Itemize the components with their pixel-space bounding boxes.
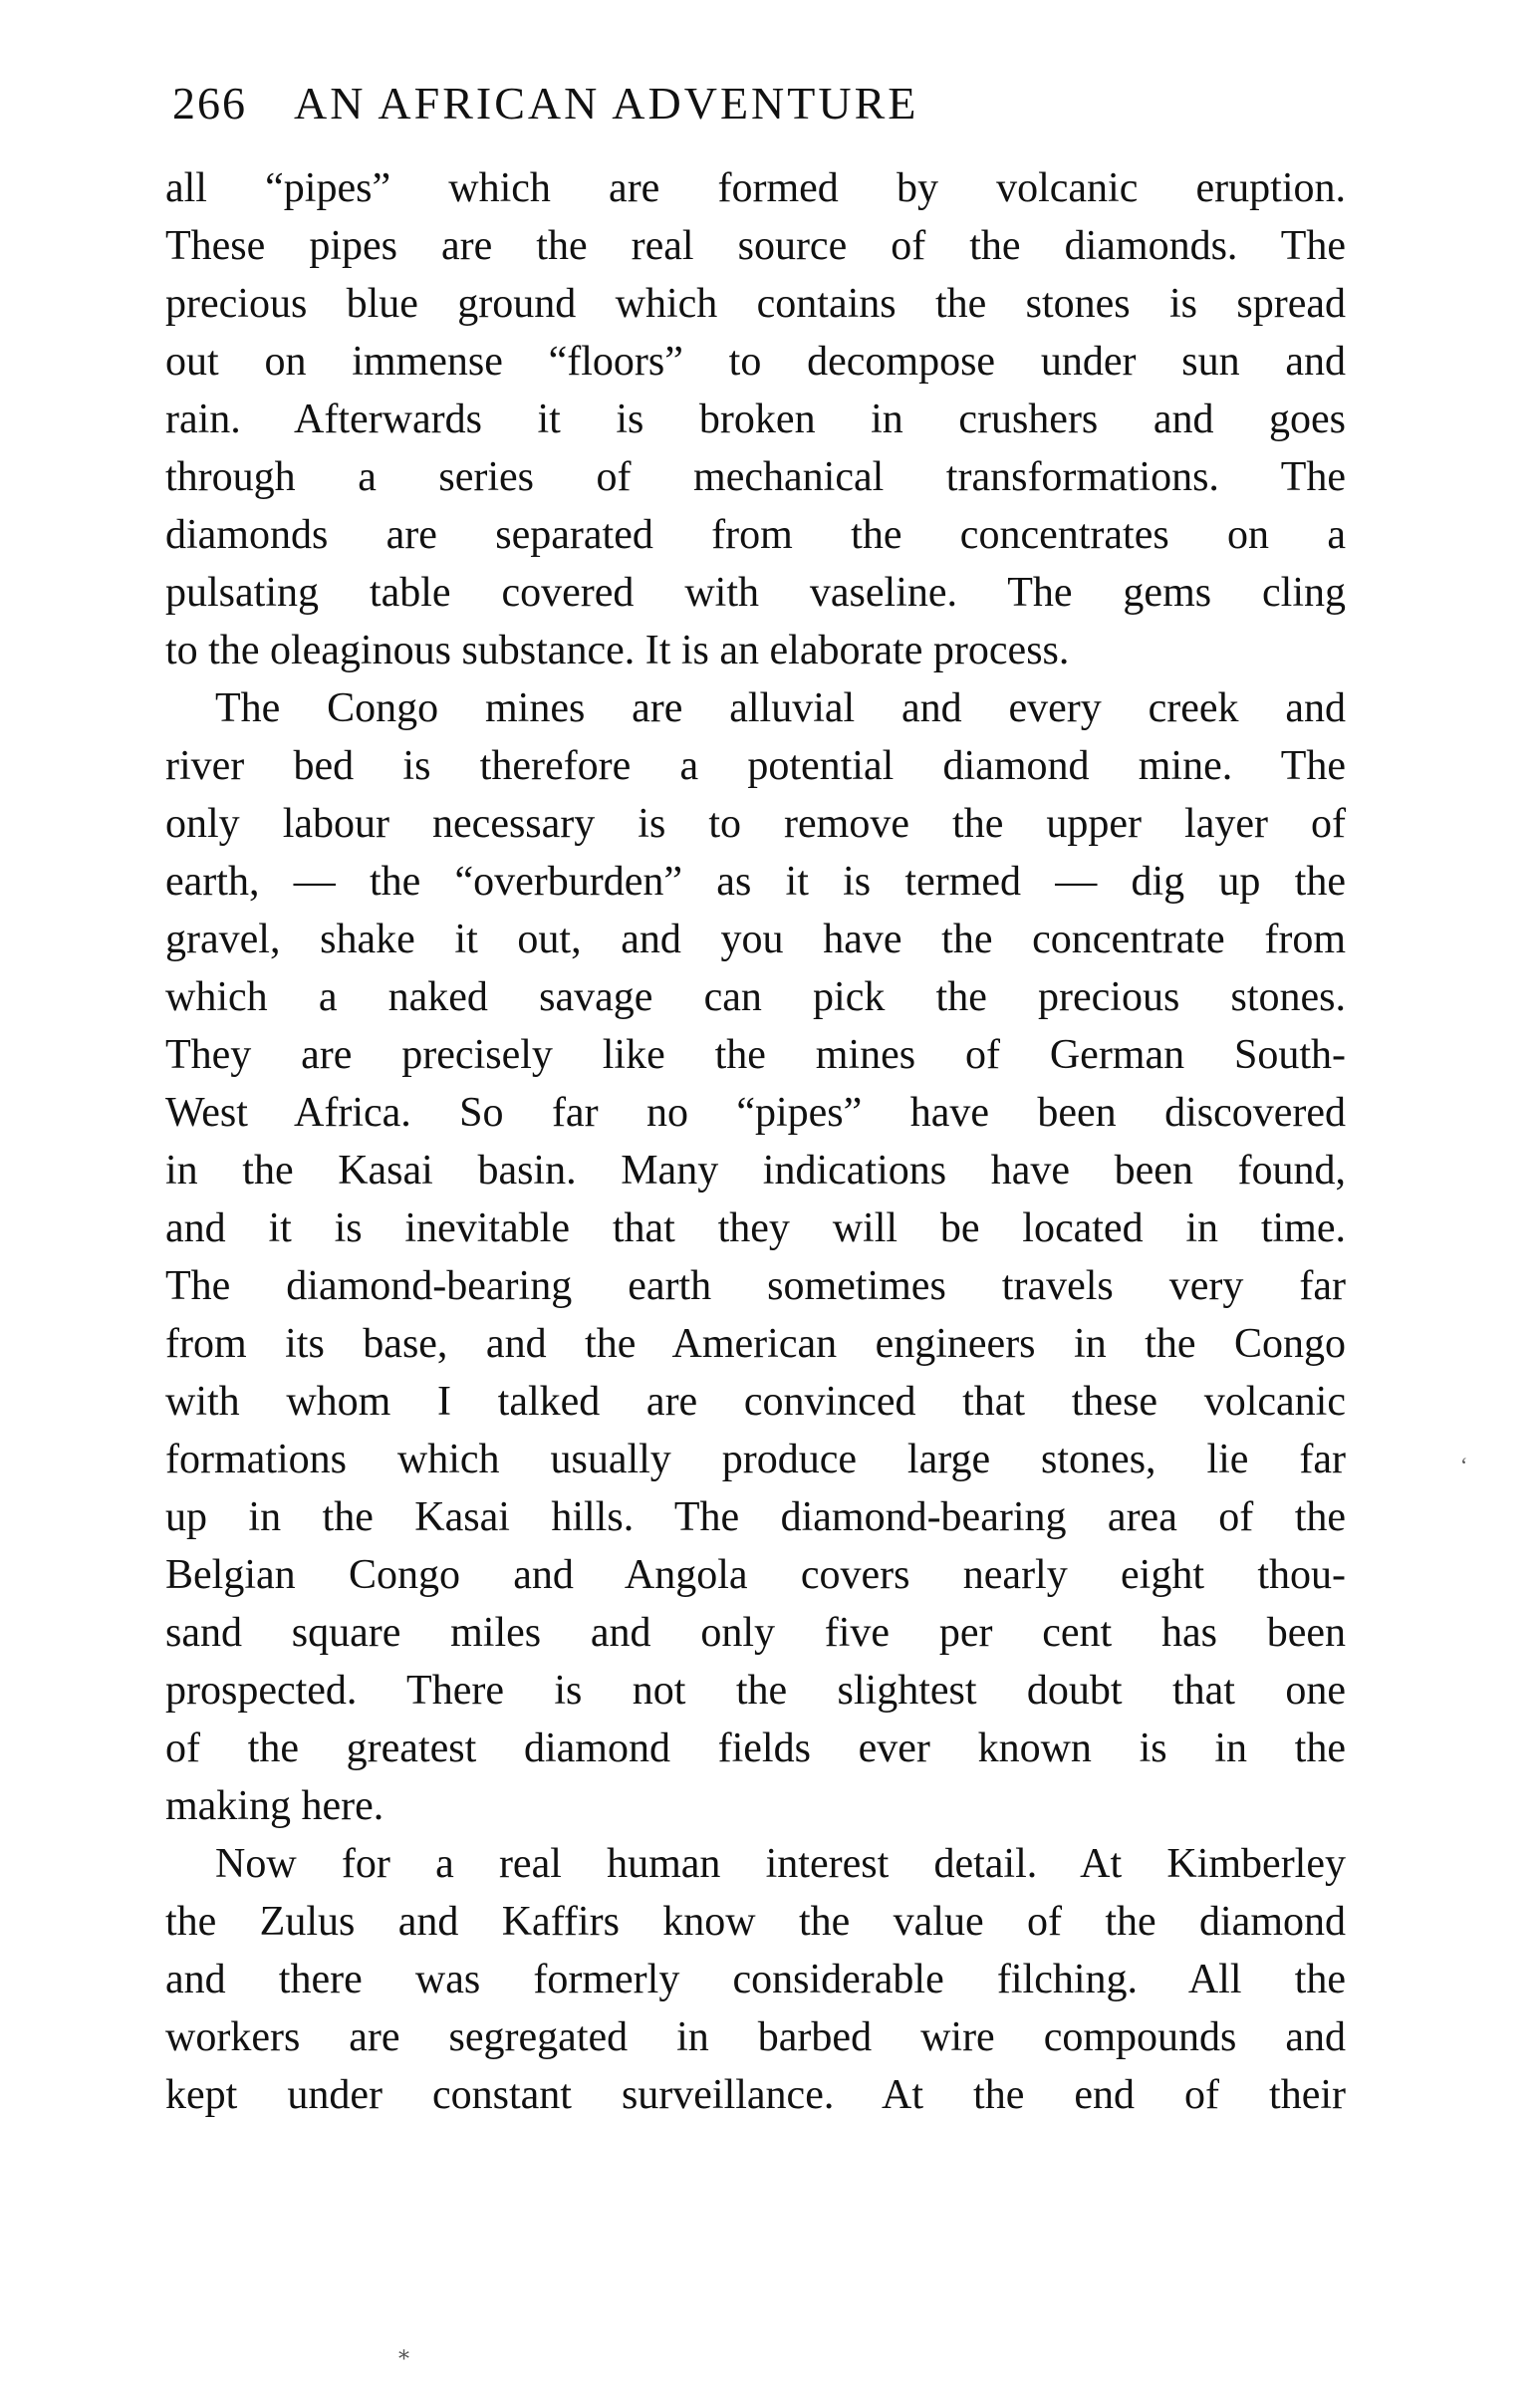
text-line: pulsating table covered with vaseline. The gems cling xyxy=(165,570,1346,616)
page-number: 266 xyxy=(172,78,247,129)
text-line: rain. Afterwards it is broken in crushers and goes xyxy=(165,397,1346,442)
paragraph-1 xyxy=(165,159,1346,679)
text-line: They are precisely like the mines of German South- xyxy=(165,1032,1346,1078)
body-text xyxy=(165,159,1346,2124)
text-line: West Africa. So far no “pipes” have been discovered xyxy=(165,1090,1346,1136)
text-line: from its base, and the American engineers in the Congo xyxy=(165,1321,1346,1367)
text-line: gravel, shake it out, and you have the concentrate from xyxy=(165,917,1346,962)
text-line: and it is inevitable that they will be located in time. xyxy=(165,1205,1346,1251)
text-line: The Congo mines are alluvial and every creek and xyxy=(215,685,1346,731)
text-line: formations which usually produce large stones, lie far xyxy=(165,1437,1346,1482)
text-line: up in the Kasai hills. The diamond-bearing area of the xyxy=(165,1494,1346,1540)
text-line: kept under constant surveillance. At the end of their xyxy=(165,2072,1346,2118)
text-line: river bed is therefore a potential diamond mine. The xyxy=(165,743,1346,789)
paragraph-3 xyxy=(165,1835,1346,2124)
text-line: and there was formerly considerable filching. All the xyxy=(165,1957,1346,2002)
text-line: all “pipes” which are formed by volcanic eruption. xyxy=(165,165,1346,211)
text-line: diamonds are separated from the concentrates on a xyxy=(165,512,1346,558)
text-line: only labour necessary is to remove the upper layer of xyxy=(165,801,1346,847)
text-line: the Zulus and Kaffirs know the value of the diamond xyxy=(165,1899,1346,1945)
running-title: AN AFRICAN ADVENTURE xyxy=(294,78,919,129)
paragraph-2 xyxy=(165,679,1346,1835)
text-line: of the greatest diamond fields ever known is in the xyxy=(165,1725,1346,1771)
text-line: through a series of mechanical transformations. The xyxy=(165,454,1346,500)
scan-speck-mark: ‘ xyxy=(1460,1453,1468,1477)
text-line: prospected. There is not the slightest doubt that one xyxy=(165,1668,1346,1714)
text-line: earth, — the “overburden” as it is termed — dig up the xyxy=(165,859,1346,905)
text-line: Now for a real human interest detail. At Kimberley xyxy=(215,1841,1346,1887)
text-line: making here. xyxy=(165,1783,385,1829)
text-line: with whom I talked are convinced that these volcanic xyxy=(165,1379,1346,1425)
scan-speck-mark: ⁎ xyxy=(398,2339,409,2364)
text-line: to the oleaginous substance. It is an elaborate process. xyxy=(165,628,1070,673)
text-line: precious blue ground which contains the stones is spread xyxy=(165,281,1346,327)
text-line: Belgian Congo and Angola covers nearly eight thou- xyxy=(165,1552,1346,1598)
text-line: The diamond-bearing earth sometimes travels very far xyxy=(165,1263,1346,1309)
running-header xyxy=(172,74,1168,133)
text-line: workers are segregated in barbed wire compounds and xyxy=(165,2014,1346,2060)
text-line: in the Kasai basin. Many indications have been found, xyxy=(165,1148,1346,1194)
text-line: which a naked savage can pick the precious stones. xyxy=(165,974,1346,1020)
text-line: sand square miles and only five per cent has been xyxy=(165,1610,1346,1656)
text-line: These pipes are the real source of the diamonds. The xyxy=(165,223,1346,269)
text-line: out on immense “floors” to decompose under sun and xyxy=(165,339,1346,385)
